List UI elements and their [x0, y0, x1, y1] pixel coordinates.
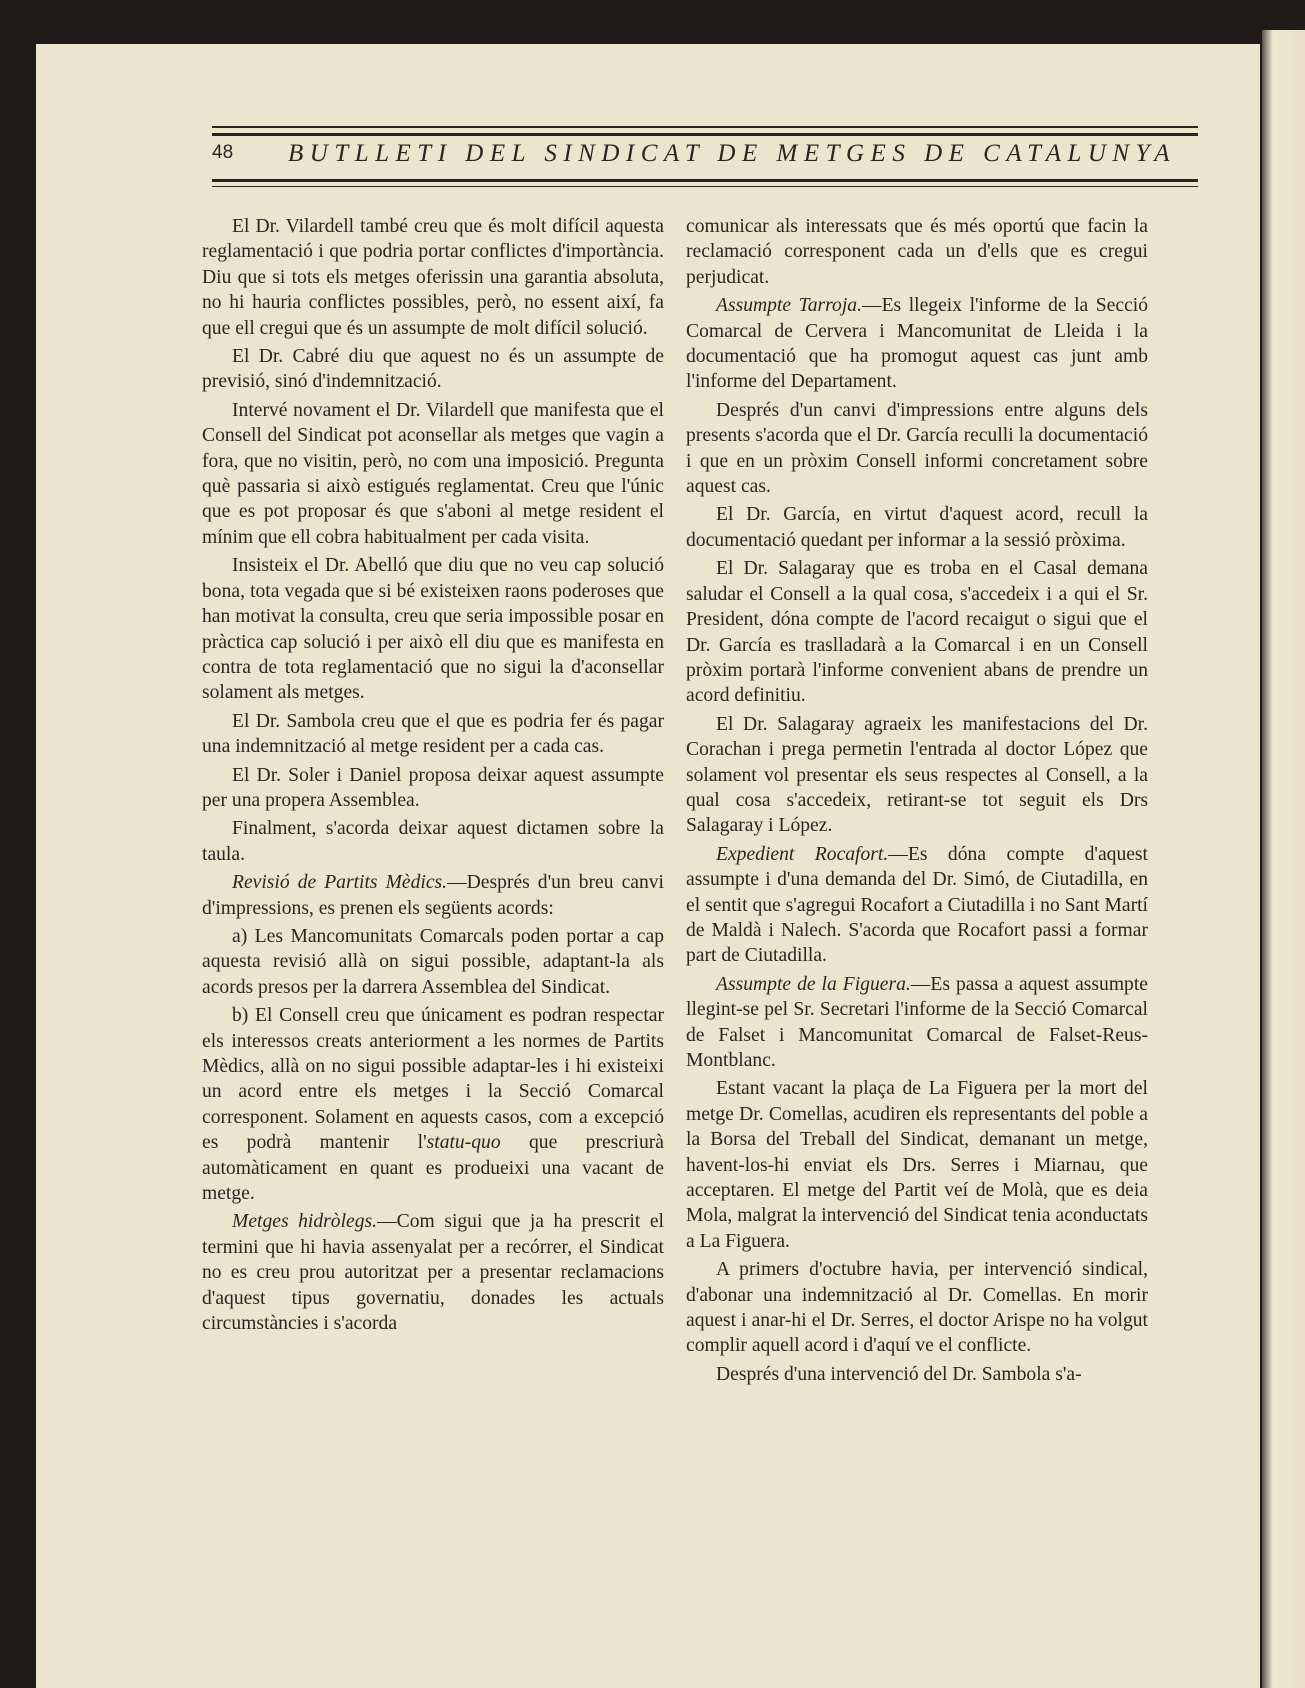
paragraph-heading: Assumpte de la Figuera. [716, 973, 911, 995]
paragraph [202, 816, 664, 867]
paragraph [686, 1362, 1148, 1387]
paragraph-heading: statu-quo [426, 1132, 501, 1154]
paragraph-heading: Revisió de Partits Mèdics. [232, 872, 448, 894]
paragraph [202, 763, 664, 814]
paragraph [686, 214, 1148, 290]
paragraph [202, 553, 664, 705]
right-column [686, 214, 1148, 1390]
paragraph [202, 924, 664, 1000]
paragraph-text: —Com sigui que ja ha prescrit el termini que hi havia assenyalat per a recórrer, el Sindicat no es creu prou autoritzat per a presentar reclamacions d'aquest tipus governatiu, donades les actuals circumstàncies i s'acorda [202, 1211, 665, 1335]
paragraph-text: Intervé novament el Dr. Vilardell que manifesta que el Consell del Sindicat pot aconsellar als metges que vagin a fora, que no visitin, però, no com una imposició. Pregunta què passaria si això estigués reglamentat. Creu que l'únic que es pot proposar és que s'aboni al metge resident el mínim que ell cobra habitualment per cada visita. [202, 399, 664, 548]
paragraph-heading: Assumpte Tarroja. [716, 295, 862, 317]
paragraph-text: El Dr. García, en virtut d'aquest acord, recull la documentació quedant per informar a la sessió pròxima. [686, 504, 1148, 551]
paragraph-text: —Es passa a aquest assumpte llegint-se pel Sr. Secretari l'informe de la Secció Comarcal de Falset i Mancomunitat Comarcal de Falset-Reus-Montblanc. [686, 973, 1148, 1071]
paragraph [686, 1076, 1148, 1254]
paragraph [202, 1003, 664, 1206]
document-page [36, 44, 1260, 1688]
paragraph-text: El Dr. Salagaray que es troba en el Casal demana saludar el Consell a la qual cosa, s'accedeix i a qui el Sr. President, dóna compte de l'acord recaigut o sigui que el Dr. García es traslladarà a la Comarcal i en un Consell pròxim portarà l'informe convenient abans de prendre un acord definitiu. [686, 558, 1148, 707]
paragraph [686, 1257, 1148, 1359]
paragraph-text: —Després d'un breu canvi d'impressions, es prenen els següents acords: [202, 872, 665, 919]
paragraph-heading: Expedient Rocafort. [716, 843, 889, 865]
paragraph-text: A primers d'octubre havia, per intervenció sindical, d'abonar una indemnització al Dr. Comellas. En morir aquest i anar-hi el Dr. Serres, el doctor Arispe no ha volgut complir aquell acord i d'aquí ve el conflicte. [686, 1259, 1148, 1357]
paragraph-text: Després d'una intervenció del Dr. Sambola s'a- [716, 1363, 1082, 1385]
header-rule-top [212, 126, 1198, 128]
header-rule-bottom [212, 186, 1198, 187]
paragraph-text: Estant vacant la plaça de La Figuera per la mort del metge Dr. Comellas, acudiren els representants del poble a la Borsa del Treball del Sindicat, demanant un metge, havent-los-hi enviat els Drs. Serres i Miarnau, que acceptaren. El metge del Partit veí de Molà, que es deia Mola, malgrat la intervenció del Sindicat tenia aconductats a La Figuera. [686, 1078, 1148, 1252]
header-rule-top-thick [212, 133, 1198, 136]
paragraph [686, 293, 1148, 395]
paragraph [686, 398, 1148, 500]
paragraph [202, 214, 664, 341]
paragraph [202, 709, 664, 760]
paragraph [686, 972, 1148, 1074]
paragraph-text: Insisteix el Dr. Abelló que diu que no veu cap solució bona, tota vegada que si bé existeixen raons poderoses que han motivat la consulta, creu que seria impossible posar en pràctica cap solució i per això ell diu que es manifesta en contra de tota reglamentació que no sigui la d'aconsellar solament als metges. [202, 555, 664, 704]
paragraph-heading: Metges hidròlegs. [232, 1211, 378, 1233]
paragraph [202, 870, 664, 921]
header-rule-bottom-thick [212, 179, 1198, 182]
paragraph-text: El Dr. Sambola creu que el que es podria fer és pagar una indemnització al metge resident per a cada cas. [202, 710, 664, 758]
page-number: 48 [212, 142, 234, 163]
paragraph [686, 842, 1148, 969]
paragraph-text: Finalment, s'acorda deixar aquest dictamen sobre la taula. [202, 818, 664, 865]
paragraph [202, 398, 664, 550]
paragraph-text: El Dr. Cabré diu que aquest no és un assumpte de previsió, sinó d'indemnització. [202, 346, 664, 393]
paragraph-text: Després d'un canvi d'impressions entre alguns dels presents s'acorda que el Dr. García reculli la documentació i que en un pròxim Consell informi concretament sobre aquest cas. [686, 399, 1148, 498]
paragraph-text: —Es dóna compte d'aquest assumpte i d'una demanda del Dr. Simó, de Ciutadilla, en el sentit que s'agregui Rocafort a Ciutadilla i no Sant Martí de Maldà i Nalech. S'acorda que Rocafort passi a formar part de Ciutadilla. [686, 843, 1149, 967]
paragraph [202, 344, 664, 395]
next-page-edge [1262, 30, 1305, 1688]
paragraph-text: —Es llegeix l'informe de la Secció Comarcal de Cervera i Mancomunitat de Lleida i la documentació que ha promogut aquest cas junt amb l'informe del Departament. [686, 295, 1149, 393]
paragraph [202, 1209, 664, 1336]
running-title: BUTLLETI DEL SINDICAT DE METGES DE CATALUNYA [288, 140, 1177, 167]
paragraph-text: a) Les Mancomunitats Comarcals poden portar a cap aquesta revisió allà on sigui possible, adaptant-la als acords presos per la darrera Assemblea del Sindicat. [202, 925, 664, 998]
paragraph [686, 556, 1148, 708]
paragraph [686, 502, 1148, 553]
paragraph-text: b) El Consell creu que únicament es podran respectar els interessos creats anteriorment a les normes de Partits Mèdics, allà on no sigui possible adaptar-les i hi existeixi un acord entre els metges i la Secció Comarcal corresponent. Solament en aquests casos, com a excepció es podrà mantenir l' [202, 1005, 664, 1154]
paragraph-text: que prescriurà automàticament en quant es produeixi una vacant de metge. [202, 1132, 664, 1205]
paragraph-text: comunicar als interessats que és més oportú que facin la reclamació corresponent cada un d'ells que es cregui perjudicat. [686, 216, 1148, 288]
left-column [202, 214, 664, 1339]
paragraph-text: El Dr. Salagaray agraeix les manifestacions del Dr. Corachan i prega permetin l'entrada al doctor López que solament vol presentar els seus respectes al Consell, a la qual cosa s'accedeix, retirant-se tot seguit els Drs Salagaray i López. [686, 713, 1148, 837]
paragraph [686, 712, 1148, 839]
paragraph-text: El Dr. Vilardell també creu que és molt difícil aquesta reglamentació i que podria portar conflictes d'importància. Diu que si tots els metges oferissin una garantia absoluta, no hi hauria conflictes possibles, però, no essent així, fa que ell cregui que és un assumpte de molt difícil solució. [202, 216, 664, 339]
paragraph-text: El Dr. Soler i Daniel proposa deixar aquest assumpte per una propera Assemblea. [202, 764, 664, 811]
